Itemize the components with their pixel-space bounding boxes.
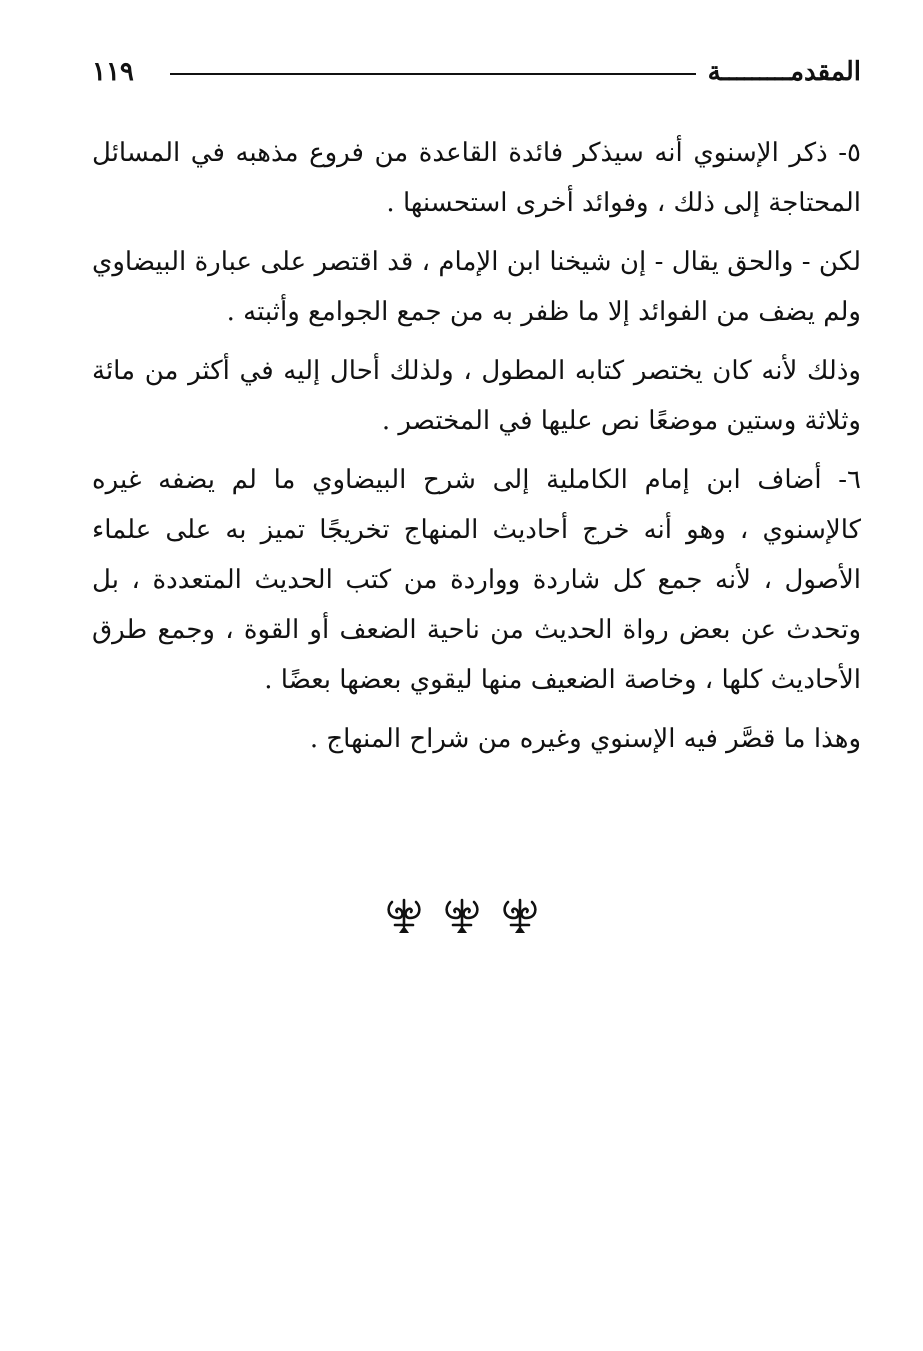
paragraph-4: ٦- أضاف ابن إمام الكاملية إلى شرح البيضاوي ما لم يضفه غيره كالإسنوي ، وهو أنه خرج أحاديث المنهاج تخريجًا تميز به على علماء الأصول ، لأنه جمع كل شاردة وواردة من كتب الحديث المتعددة ، بل وتحدث عن بعض رواة الحديث من ناحية الضعف أو القوة ، وجمع طرق الأحاديث كلها ، وخاصة الضعيف منها ليقوي بعضها بعضًا . (92, 465, 861, 695)
header-rule (170, 73, 696, 75)
section-end-ornament (0, 896, 923, 936)
body-text (92, 128, 861, 773)
paragraph-3: وذلك لأنه كان يختصر كتابه المطول ، ولذلك أحال إليه في أكثر من مائة وثلاثة وستين موضعًا نص عليها في المختصر . (92, 356, 861, 436)
page-number: ١١٩ (92, 57, 134, 87)
paragraph-5: وهذا ما قصَّر فيه الإسنوي وغيره من شراح المنهاج . (309, 724, 861, 754)
fleuron-icon (384, 896, 424, 936)
fleuron-icon (442, 896, 482, 936)
fleuron-icon (500, 896, 540, 936)
chapter-title: المقدمـــــــــة (707, 57, 861, 87)
paragraph-1: ٥- ذكر الإسنوي أنه سيذكر فائدة القاعدة من فروع مذهبه في المسائل المحتاجة إلى ذلك ، وفوائد أخرى استحسنها . (92, 138, 861, 218)
paragraph-2: لكن - والحق يقال - إن شيخنا ابن الإمام ، قد اقتصر على عبارة البيضاوي ولم يضف من الفوائد إلا ما ظفر به من جمع الجوامع وأثبته . (92, 247, 861, 327)
running-header (92, 52, 861, 92)
